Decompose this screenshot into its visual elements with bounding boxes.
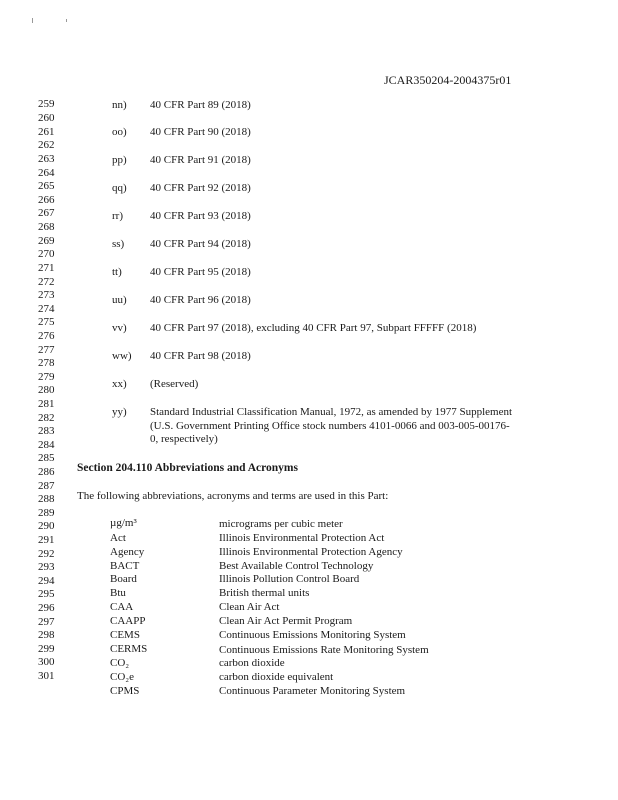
definition: Clean Air Act	[219, 601, 280, 613]
line-number: 265	[38, 180, 55, 192]
line-number: 280	[38, 384, 55, 396]
item-label: pp)	[112, 154, 127, 166]
line-number: 262	[38, 139, 55, 151]
definition: Clean Air Act Permit Program	[219, 615, 353, 627]
line-number: 278	[38, 357, 55, 369]
line-number: 292	[38, 548, 55, 560]
line-number: 279	[38, 371, 55, 383]
line-number: 263	[38, 153, 55, 165]
item-label: xx)	[112, 378, 127, 390]
document-id: JCAR350204-2004375r01	[384, 73, 512, 87]
line-number: 291	[38, 534, 55, 546]
line-number: 264	[38, 167, 55, 179]
abbreviation: Btu	[110, 587, 126, 599]
line-number: 270	[38, 248, 55, 260]
item-text: 40 CFR Part 90 (2018)	[150, 126, 251, 138]
line-number: 266	[38, 194, 55, 206]
abbreviation: CAAPP	[110, 615, 146, 627]
line-number: 290	[38, 520, 55, 532]
line-number: 272	[38, 276, 55, 288]
definition: Continuous Emissions Monitoring System	[219, 629, 406, 641]
definition: Illinois Pollution Control Board	[219, 573, 360, 585]
item-text: 40 CFR Part 91 (2018)	[150, 154, 251, 166]
line-number: 277	[38, 344, 55, 356]
item-text: 40 CFR Part 96 (2018)	[150, 294, 251, 306]
line-number: 273	[38, 289, 55, 301]
line-number: 298	[38, 629, 55, 641]
abbreviation: CEMS	[110, 629, 140, 641]
definition: micrograms per cubic meter	[219, 518, 343, 530]
line-number: 287	[38, 480, 55, 492]
line-number: 300	[38, 656, 55, 668]
line-number: 259	[38, 98, 55, 110]
abbreviation: Agency	[110, 546, 145, 558]
definition: carbon dioxide equivalent	[219, 671, 334, 683]
line-number: 261	[38, 126, 55, 138]
line-number: 294	[38, 575, 55, 587]
line-number: 282	[38, 412, 55, 424]
abbreviation: CO₂e	[110, 671, 134, 683]
item-label: qq)	[112, 182, 127, 194]
item-label: tt)	[112, 266, 122, 278]
abbreviation: CAA	[110, 601, 134, 613]
abbreviation: CPMS	[110, 685, 140, 697]
line-number: 297	[38, 616, 55, 628]
line-number: 274	[38, 303, 55, 315]
line-number: 281	[38, 398, 55, 410]
item-text: 40 CFR Part 98 (2018)	[150, 350, 251, 362]
line-number: 299	[38, 643, 55, 655]
line-number: 301	[38, 670, 55, 682]
line-number: 260	[38, 112, 55, 124]
item-text: 40 CFR Part 89 (2018)	[150, 99, 251, 111]
item-text: 40 CFR Part 97 (2018), excluding 40 CFR Part 97, Subpart FFFFF (2018)	[150, 322, 477, 334]
definition: Continuous Emissions Rate Monitoring System	[219, 644, 429, 656]
abbreviation: CO₂	[110, 657, 130, 669]
section-intro: The following abbreviations, acronyms and terms are used in this Part:	[77, 490, 389, 502]
definition: Illinois Environmental Protection Agency	[219, 546, 403, 558]
line-number: 275	[38, 316, 55, 328]
abbreviation: µg/m³	[110, 517, 137, 529]
item-label: nn)	[112, 99, 127, 111]
line-number: 268	[38, 221, 55, 233]
line-number: 267	[38, 207, 55, 219]
line-number: 276	[38, 330, 55, 342]
definition: Illinois Environmental Protection Act	[219, 532, 385, 544]
line-number: 283	[38, 425, 55, 437]
line-number: 293	[38, 561, 55, 573]
definition: Continuous Parameter Monitoring System	[219, 685, 406, 697]
item-text: 40 CFR Part 94 (2018)	[150, 238, 251, 250]
line-number: 295	[38, 588, 55, 600]
section-heading: Section 204.110 Abbreviations and Acronyms	[77, 462, 298, 474]
item-label: ww)	[112, 350, 132, 362]
item-text-line: Standard Industrial Classification Manual, 1972, as amended by 1977 Supplement	[150, 406, 513, 418]
line-number: 285	[38, 452, 55, 464]
item-label: yy)	[112, 406, 127, 418]
line-number: 284	[38, 439, 55, 451]
line-number: 269	[38, 235, 55, 247]
item-label: ss)	[112, 238, 125, 250]
line-number: 289	[38, 507, 55, 519]
item-label: vv)	[112, 322, 127, 334]
item-text-line: 0, respectively)	[150, 433, 218, 445]
abbreviation: Board	[110, 573, 137, 585]
scan-mark	[32, 18, 33, 23]
definition: carbon dioxide	[219, 657, 285, 669]
item-label: oo)	[112, 126, 127, 138]
scan-mark	[66, 19, 67, 22]
item-label: rr)	[112, 210, 123, 222]
item-text: 40 CFR Part 93 (2018)	[150, 210, 251, 222]
abbreviation: Act	[110, 532, 126, 544]
definition: Best Available Control Technology	[219, 560, 374, 572]
line-number: 296	[38, 602, 55, 614]
item-text-line: (U.S. Government Printing Office stock numbers 4101-0066 and 003-005-00176-	[150, 420, 510, 432]
abbreviation: BACT	[110, 560, 140, 572]
item-text: 40 CFR Part 95 (2018)	[150, 266, 251, 278]
line-number: 286	[38, 466, 55, 478]
item-text: 40 CFR Part 92 (2018)	[150, 182, 251, 194]
line-number: 271	[38, 262, 55, 274]
item-text: (Reserved)	[150, 378, 199, 390]
abbreviation: CERMS	[110, 643, 148, 655]
definition: British thermal units	[219, 587, 310, 599]
line-number: 288	[38, 493, 55, 505]
item-label: uu)	[112, 294, 127, 306]
